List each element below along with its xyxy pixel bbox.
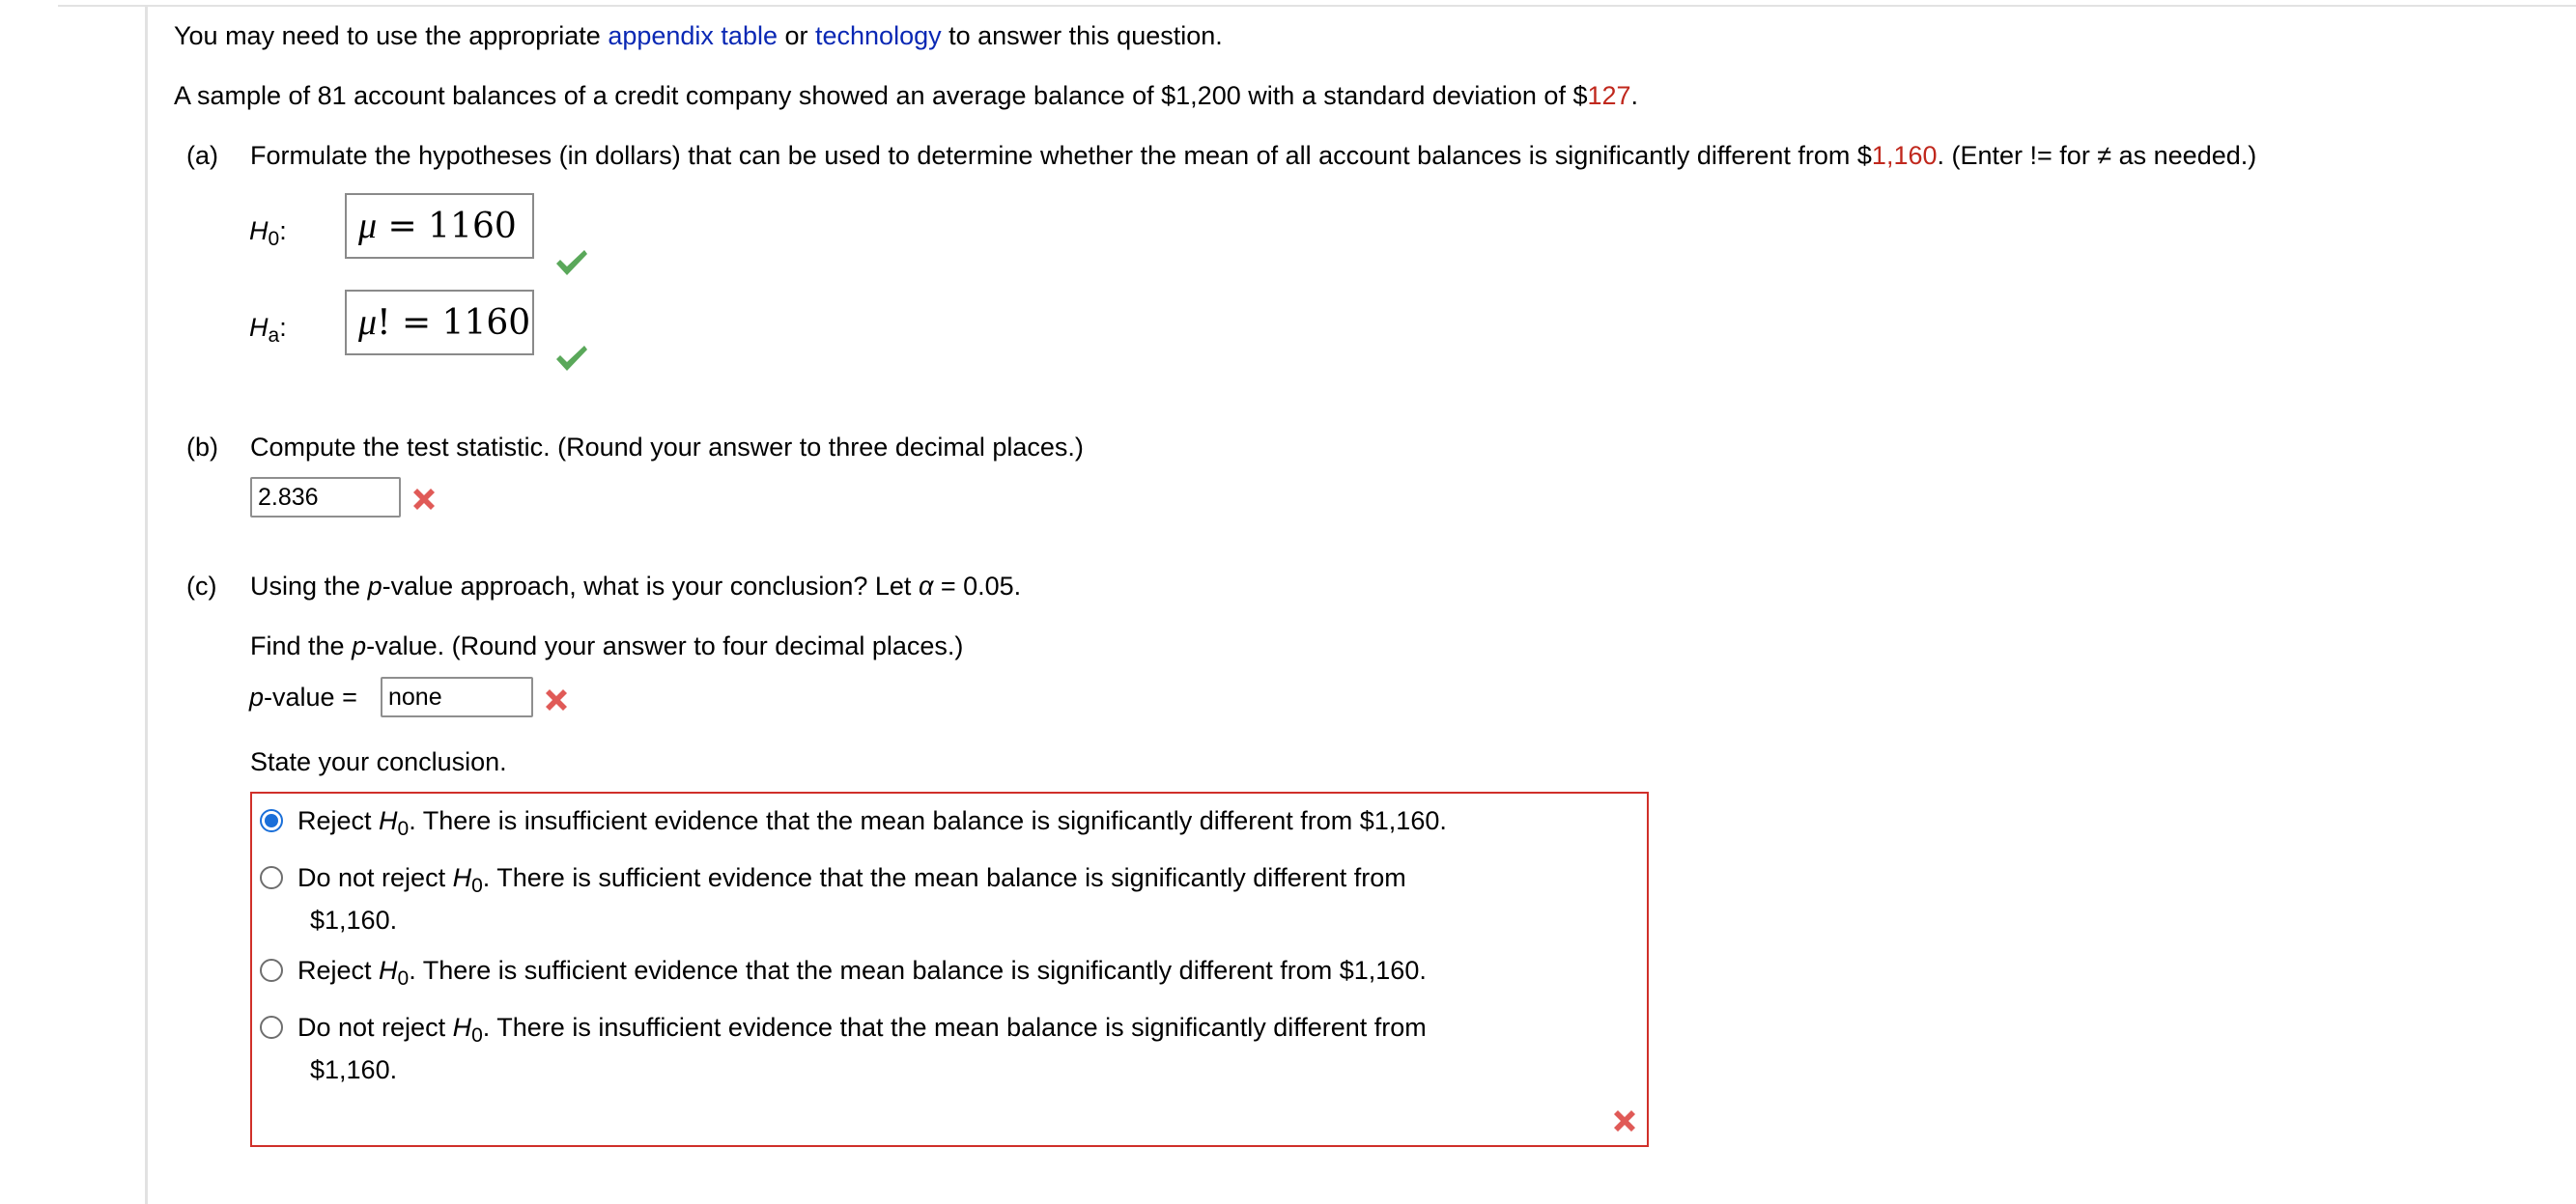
- problem-statement: [174, 79, 1638, 112]
- choice-1-rest: . There is insufficient evidence that the mean balance is significantly different from $1,160.: [409, 806, 1447, 835]
- problem-text: A sample of 81 account balances of a credit company showed an average balance of $1,200 with a standard deviation of $: [174, 81, 1588, 110]
- choice-4-radio[interactable]: [260, 1016, 283, 1039]
- choice-2-lead: Do not reject: [297, 863, 453, 892]
- find-p: p: [352, 631, 367, 660]
- h0-mu: μ: [358, 206, 378, 246]
- choice-4-lead: Do not reject: [297, 1013, 453, 1042]
- intro-text-end: to answer this question.: [941, 21, 1223, 50]
- part-c-text-end: = 0.05.: [933, 572, 1022, 601]
- part-b-question: Compute the test statistic. (Round your answer to three decimal places.): [250, 433, 1084, 462]
- part-b-label: (b): [186, 433, 218, 462]
- h0-check-icon: [554, 247, 589, 278]
- ha-subscript: a: [268, 324, 280, 347]
- intro-text-or: or: [777, 21, 815, 50]
- part-c-label: (c): [186, 572, 217, 601]
- h0-colon: :: [279, 216, 287, 245]
- alpha-symbol: α: [918, 572, 934, 601]
- part-a-label: (a): [186, 141, 218, 170]
- h0-expression: = 1160: [377, 207, 517, 246]
- choice-3-h: H: [379, 956, 398, 985]
- conclusion-prompt: State your conclusion.: [250, 747, 507, 776]
- part-c-question: [250, 570, 1021, 602]
- part-a-text-end: . (Enter != for ≠ as needed.): [1937, 141, 2257, 170]
- choice-1-sub: 0: [397, 818, 410, 840]
- part-a-text: Formulate the hypotheses (in dollars) that can be used to determine whether the mean of all account balances is significantly different from $: [250, 141, 1872, 170]
- ha-colon: :: [279, 313, 287, 342]
- ha-mu: μ: [358, 302, 378, 343]
- choice-3-lead: Reject: [297, 956, 380, 985]
- choice-3-rest: . There is sufficient evidence that the mean balance is significantly different from $1,160.: [409, 956, 1427, 985]
- ha-expression: ! = 1160: [377, 303, 531, 343]
- intro-line: [174, 19, 1223, 52]
- pvalue-label-text: -value =: [264, 683, 357, 712]
- choice-4-continuation: $1,160.: [310, 1055, 398, 1084]
- problem-period: .: [1630, 81, 1639, 110]
- find-text-end: -value. (Round your answer to four decimal places.): [366, 631, 964, 660]
- part-c-text-mid: -value approach, what is your conclusion? Let: [382, 572, 919, 601]
- ha-letter: H: [249, 313, 269, 342]
- choice-2-rest: . There is sufficient evidence that the mean balance is significantly different from: [482, 863, 1406, 892]
- choice-2-h: H: [452, 863, 472, 892]
- choice-1-radio[interactable]: [260, 809, 283, 832]
- choice-1-lead: Reject: [297, 806, 380, 835]
- part-c-p: p: [367, 572, 382, 601]
- technology-link[interactable]: technology: [815, 21, 942, 50]
- find-pvalue-prompt: [250, 630, 963, 662]
- choice-4-rest: . There is insufficient evidence that the mean balance is significantly different from: [482, 1013, 1427, 1042]
- ha-label: [249, 311, 287, 352]
- part-a-value: 1,160: [1871, 141, 1938, 170]
- ha-check-icon: [554, 343, 589, 374]
- conclusion-x-icon: [1610, 1106, 1639, 1135]
- choice-2-text[interactable]: [297, 861, 1406, 903]
- h0-label: [249, 214, 287, 256]
- intro-text: You may need to use the appropriate: [174, 21, 609, 50]
- part-c-text: Using the: [250, 572, 368, 601]
- appendix-table-link[interactable]: appendix table: [608, 21, 778, 50]
- pvalue-label: [249, 681, 357, 714]
- choice-4-h: H: [452, 1013, 472, 1042]
- choice-2-sub: 0: [471, 875, 483, 897]
- choice-1-h: H: [379, 806, 398, 835]
- choice-1-text[interactable]: [297, 804, 1447, 846]
- pvalue-input[interactable]: [381, 677, 533, 717]
- pvalue-x-icon: [542, 686, 571, 714]
- test-statistic-x-icon: [410, 485, 439, 514]
- choice-2-continuation: $1,160.: [310, 906, 398, 935]
- std-dev-value: 127: [1587, 81, 1631, 110]
- choice-3-radio[interactable]: [260, 959, 283, 982]
- choice-4-text[interactable]: [297, 1011, 1427, 1052]
- h0-answer-box[interactable]: [345, 193, 534, 259]
- h0-letter: H: [249, 216, 269, 245]
- conclusion-choices: [250, 792, 1649, 1147]
- choice-2-radio[interactable]: [260, 866, 283, 889]
- test-statistic-input[interactable]: [250, 477, 401, 518]
- choice-3-text[interactable]: [297, 954, 1427, 995]
- choice-3-sub: 0: [397, 967, 410, 990]
- choice-4-sub: 0: [471, 1024, 483, 1047]
- h0-subscript: 0: [268, 228, 280, 250]
- pvalue-p: p: [249, 683, 265, 712]
- part-a-question: [250, 139, 2256, 172]
- ha-answer-box[interactable]: [345, 290, 534, 355]
- find-text: Find the: [250, 631, 353, 660]
